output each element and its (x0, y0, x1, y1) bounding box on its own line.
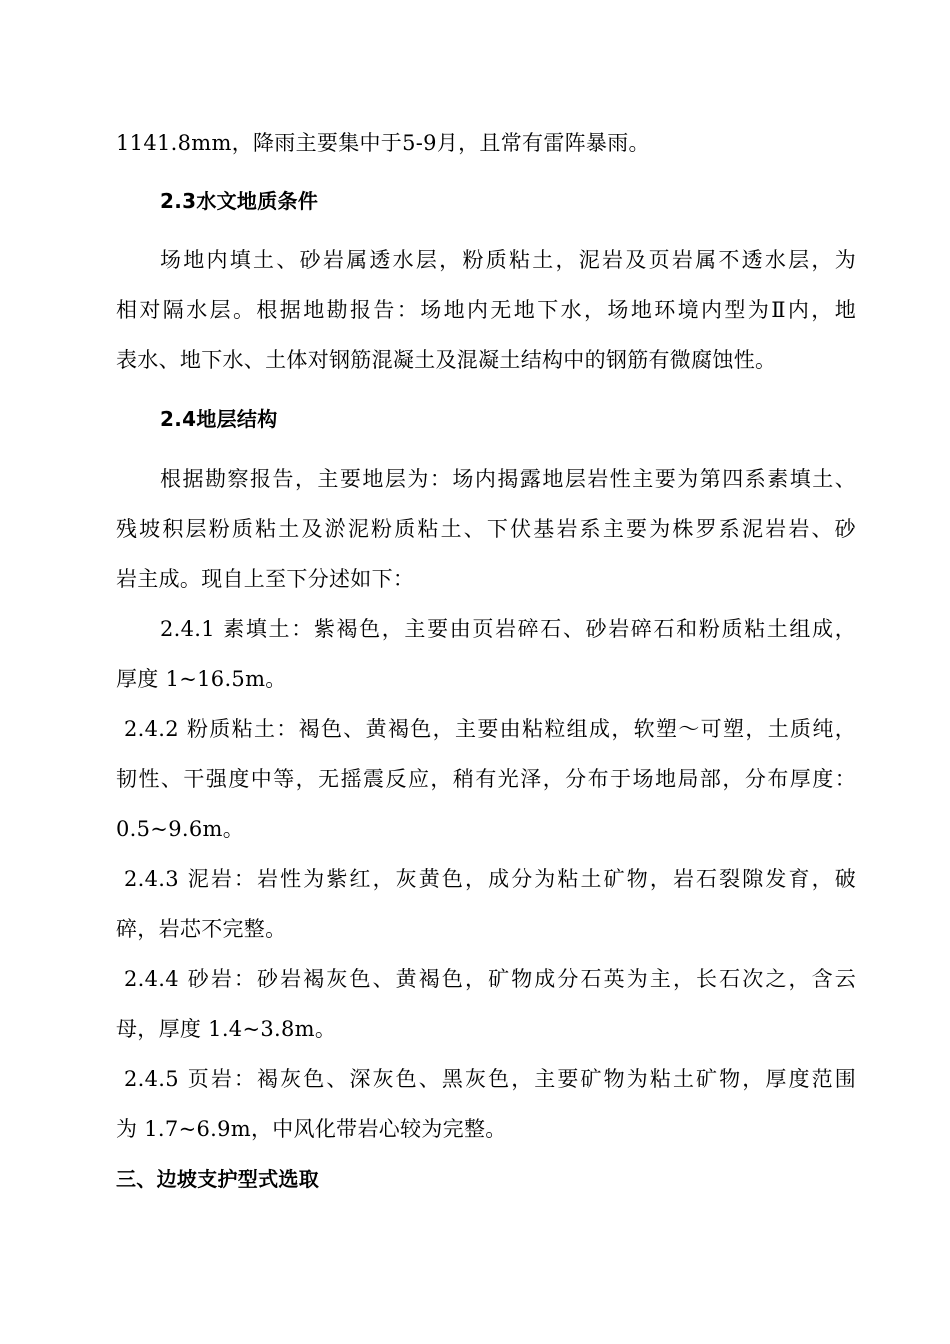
item-2-4-3-line-2: 碎，岩芯不完整。 (116, 917, 287, 941)
strata-paragraph-line-2: 残坡积层粉质粘土及淤泥粉质粘土、下伏基岩系主要为株罗系泥岩岩、砂 (116, 517, 856, 541)
hydro-paragraph-line-3: 表水、地下水、土体对钢筋混凝土及混凝土结构中的钢筋有微腐蚀性。 (116, 348, 777, 372)
item-2-4-5-line-1: 2.4.5 页岩：褐灰色、深灰色、黑灰色，主要矿物为粘土矿物，厚度范围 (124, 1067, 856, 1091)
strata-paragraph-line-3: 岩主成。现自上至下分述如下： (116, 567, 415, 591)
item-2-4-3-line-1: 2.4.3 泥岩：岩性为紫红，灰黄色，成分为粘土矿物，岩石裂隙发育，破 (124, 867, 856, 891)
item-2-4-4-line-2: 母，厚度 1.4~3.8m。 (116, 1017, 337, 1041)
item-2-4-2-line-2: 韧性、干强度中等，无摇震反应，稍有光泽，分布于场地局部，分布厚度： (116, 767, 856, 791)
section-2-4-heading: 2.4地层结构 (160, 407, 278, 431)
item-2-4-4-line-1: 2.4.4 砂岩：砂岩褐灰色、黄褐色，矿物成分石英为主，长石次之，含云 (124, 967, 856, 991)
item-2-4-5-line-2: 为 1.7~6.9m，中风化带岩心较为完整。 (116, 1117, 507, 1141)
hydro-paragraph-line-1: 场地内填土、砂岩属透水层，粉质粘土，泥岩及页岩属不透水层，为 (160, 248, 856, 272)
item-2-4-2-line-1: 2.4.2 粉质粘土：褐色、黄褐色，主要由粘粒组成，软塑～可塑，土质纯， (124, 717, 856, 741)
rainfall-line: 1141.8mm，降雨主要集中于5-9月，且常有雷阵暴雨。 (116, 131, 650, 155)
item-2-4-2-line-3: 0.5~9.6m。 (116, 817, 245, 841)
section-3-heading: 三、边坡支护型式选取 (116, 1167, 319, 1191)
section-2-3-heading: 2.3水文地质条件 (160, 189, 319, 213)
hydro-paragraph-line-2: 相对隔水层。根据地勘报告：场地内无地下水，场地环境内型为Ⅱ内，地 (116, 298, 856, 322)
item-2-4-1-line-1: 2.4.1 素填土：紫褐色，主要由页岩碎石、砂岩碎石和粉质粘土组成， (160, 617, 856, 641)
strata-paragraph-line-1: 根据勘察报告，主要地层为：场内揭露地层岩性主要为第四系素填土、 (160, 467, 856, 491)
item-2-4-1-line-2: 厚度 1~16.5m。 (116, 667, 287, 691)
